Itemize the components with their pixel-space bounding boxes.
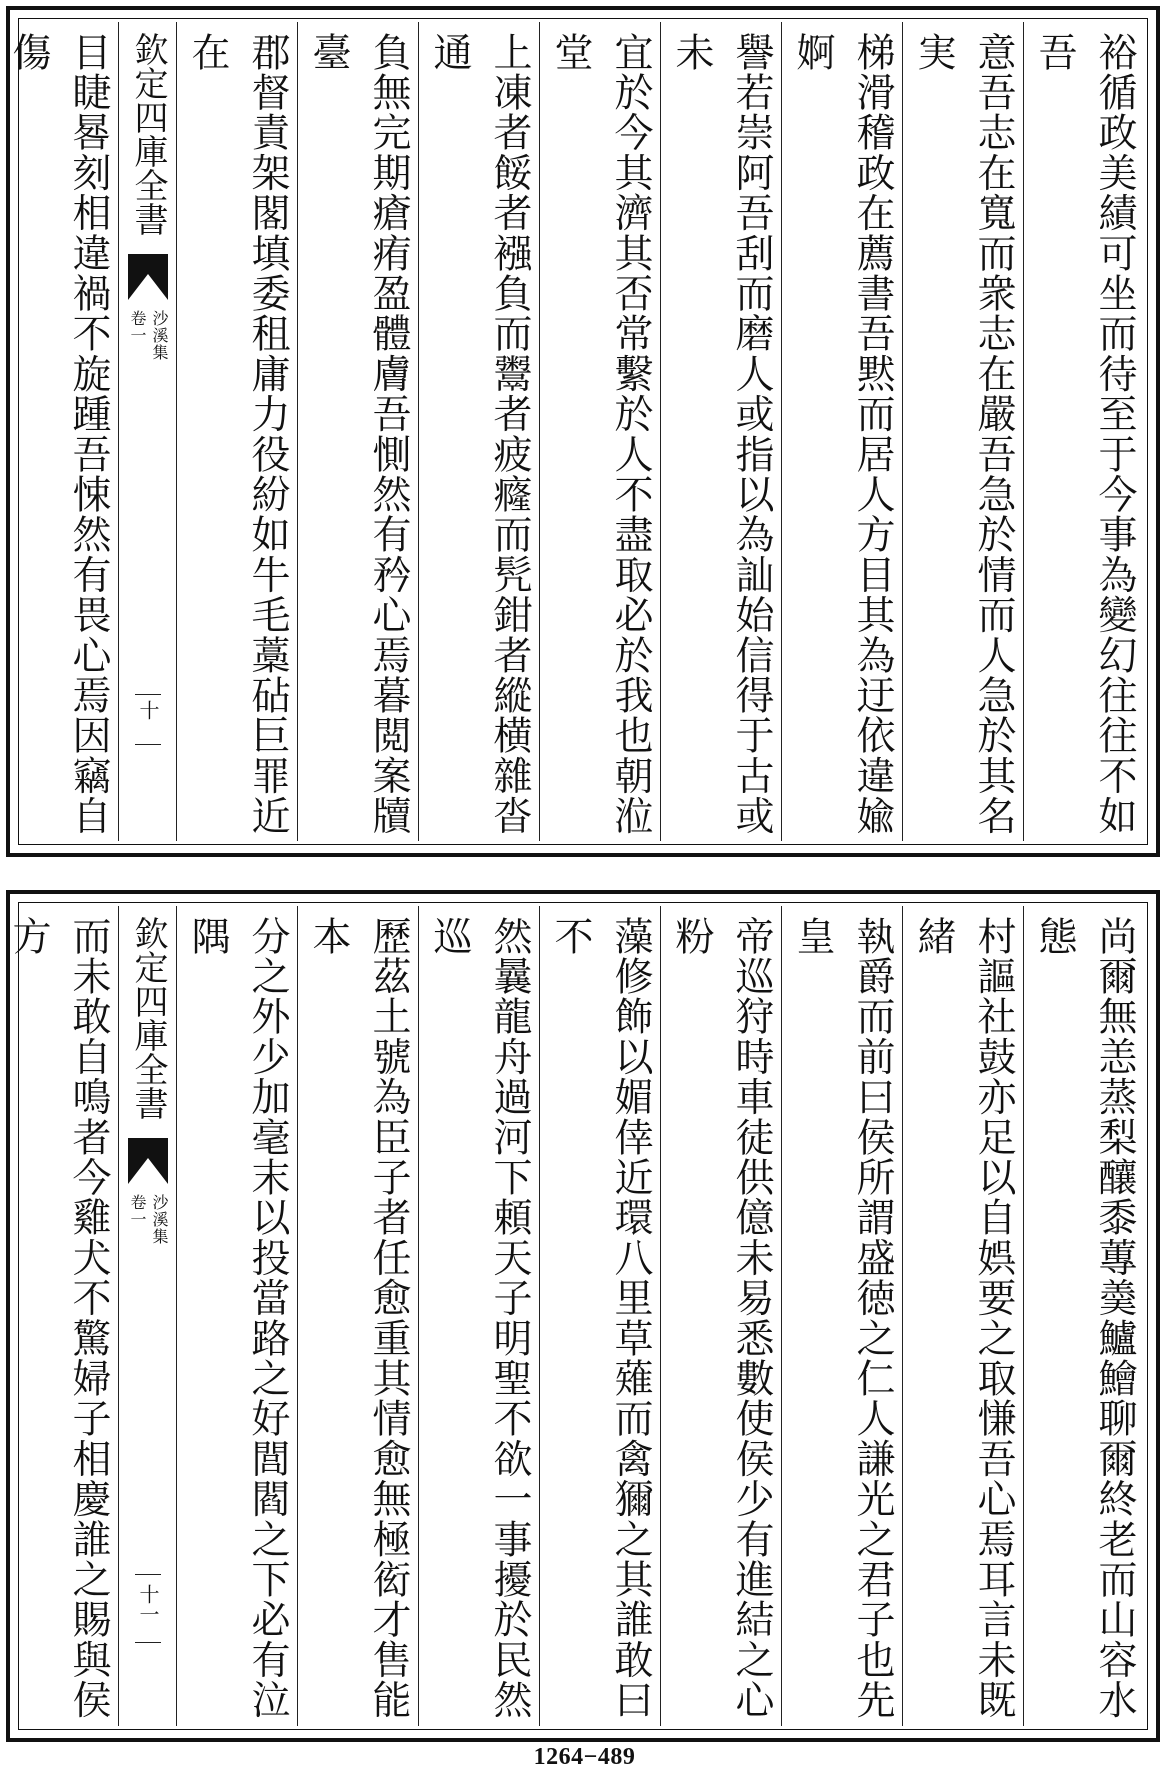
center-fold <box>118 906 176 1726</box>
juan-number: 卷一 <box>128 310 147 344</box>
text-column: 郡督責架閣填委租庸力役紛如牛毛藁砧巨罪近在 <box>176 22 297 841</box>
text-columns <box>6 22 1144 841</box>
fish-tail-mark-icon <box>128 1138 168 1186</box>
leaf-number: 十 <box>136 700 160 720</box>
text-column: 負無完期瘡痏盈體膚吾惻然有矜心焉暮閲案牘臺 <box>297 22 418 841</box>
text-column: 帝巡狩時車徒供億未易悉數使侯少有進結之心粉 <box>660 906 781 1726</box>
book-title: 欽定四庫全書 <box>128 916 168 1120</box>
leaf-rule <box>135 694 161 695</box>
center-fold <box>118 22 176 841</box>
volume-label <box>125 310 171 460</box>
text-column: 而未敢自鳴者今雞犬不驚婦子相慶誰之賜與侯方 <box>0 906 118 1726</box>
fish-tail-mark-icon <box>128 254 168 302</box>
collection-name: 沙溪集 <box>150 1194 169 1245</box>
text-column: 執爵而前曰侯所謂盛徳之仁人謙光之君子也先皇 <box>781 906 902 1726</box>
text-column: 梯滑稽政在薦書吾黙而居人方目其為迂依違婾婀 <box>781 22 902 841</box>
collection-name: 沙溪集 <box>150 310 169 361</box>
text-column: 意吾志在寬而衆志在嚴吾急於情而人急於其名実 <box>902 22 1023 841</box>
text-column: 藻修飾以媚倖近環八里草薙而禽獮之其誰敢曰不 <box>539 906 660 1726</box>
text-column: 分之外少加毫末以投當路之好閭閻之下必有泣隅 <box>176 906 297 1726</box>
text-column: 歷茲土號為臣子者任愈重其情愈無極衒才售能本 <box>297 906 418 1726</box>
text-column: 裕循政美績可坐而待至于今事為變幻往往不如吾 <box>1023 22 1144 841</box>
juan-number: 卷一 <box>128 1194 147 1228</box>
book-page-upper <box>6 6 1160 857</box>
book-title: 欽定四庫全書 <box>128 32 168 236</box>
text-column: 上凍者餒者襁負而鬻者疲癃而髠鉗者縱横雜沓通 <box>418 22 539 841</box>
page-number-footer: 1264−489 <box>533 1744 636 1770</box>
text-column: 然曩龍舟過河下頼天子明聖不欲一事擾於民然巡 <box>418 906 539 1726</box>
text-column: 宜於今其濟其否常繫於人不盡取必於我也朝涖堂 <box>539 22 660 841</box>
text-column: 村謳社鼓亦足以自娯要之取慊吾心焉耳言未既緒 <box>902 906 1023 1726</box>
volume-label <box>125 1194 171 1344</box>
leaf-rule <box>135 1642 161 1643</box>
text-column: 目睫晷刻相違禍不旋踵吾悚然有畏心焉因竊自傷 <box>0 22 118 841</box>
text-column: 譽若崇阿吾刮而磨人或指以為訕始信得于古或未 <box>660 22 781 841</box>
leaf-rule <box>135 1574 161 1575</box>
text-column: 尚爾無恙蒸梨釀黍蓴羮鱸鱠聊爾終老而山容水態 <box>1023 906 1144 1726</box>
book-page-lower <box>6 890 1160 1742</box>
leaf-rule <box>135 744 161 745</box>
text-columns <box>6 906 1144 1726</box>
leaf-number: 十一 <box>136 1584 160 1624</box>
